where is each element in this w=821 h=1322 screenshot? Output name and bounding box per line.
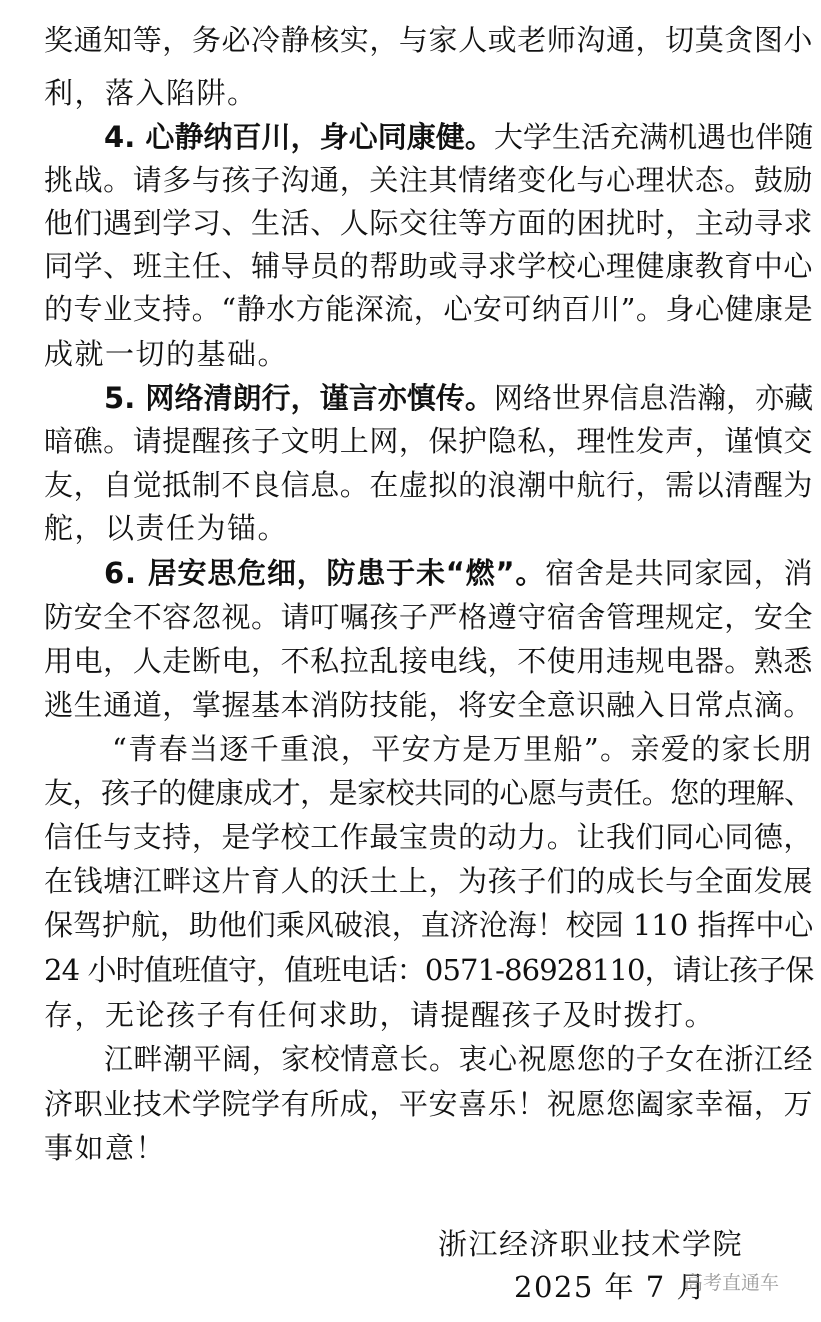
text-line: 信任与支持，是学校工作最宝贵的动力。让我们同心同德， [44, 820, 814, 854]
signature-institution: 浙江经济职业技术学院 [438, 1227, 744, 1261]
item-5-heading: 5. 网络清朗行，谨言亦慎传。 [104, 381, 494, 415]
item-6-line [104, 553, 813, 593]
item-4-line [104, 117, 813, 157]
item-6-text: 宿舍是共同家园，消 [545, 556, 814, 590]
text-line: 奖通知等，务必冷静核实，与家人或老师沟通，切莫贪图小 [44, 23, 814, 57]
text-line: 济职业技术学院学有所成，平安喜乐！祝愿您阖家幸福，万 [44, 1087, 814, 1121]
text-line: 暗礁。请提醒孩子文明上网，保护隐私，理性发声，谨慎交 [44, 424, 814, 458]
text-line: 事如意！ [44, 1131, 167, 1165]
text-line: 24 小时值班值守，值班电话：0571-86928110，请让孩子保 [44, 953, 814, 987]
item-4-text: 大学生活充满机遇也伴随 [493, 120, 814, 154]
text-line: 用电，人走断电，不私拉乱接电线，不使用违规电器。熟悉 [44, 644, 814, 678]
item-5-text: 网络世界信息浩瀚，亦藏 [493, 381, 814, 415]
text-line: 逃生通道，掌握基本消防技能，将安全意识融入日常点滴。 [44, 688, 814, 722]
text-line: “青春当逐千重浪，平安方是万里船”。亲爱的家长朋 [112, 732, 813, 766]
text-line: 利，落入陷阱。 [44, 76, 258, 110]
text-line: 存，无论孩子有任何求助，请提醒孩子及时拨打。 [44, 998, 716, 1032]
item-5-line [104, 378, 813, 418]
signature-date: 2025 年 7 月 [514, 1270, 707, 1304]
text-line: 成就一切的基础。 [44, 337, 289, 371]
text-line: 保驾护航，助他们乘风破浪，直济沧海！校园 110 指挥中心 [44, 908, 814, 942]
text-line: 在钱塘江畔这片育人的沃土上，为孩子们的成长与全面发展 [44, 864, 814, 898]
item-6-heading: 6. 居安思危细，防患于未“燃”。 [104, 556, 546, 590]
watermark: 高考直通车 [684, 1272, 780, 1294]
text-line: 防安全不容忽视。请叮嘱孩子严格遵守宿舍管理规定，安全 [44, 600, 814, 634]
text-line: 江畔潮平阔，家校情意长。衷心祝愿您的子女在浙江经 [104, 1042, 814, 1076]
text-line: 友，孩子的健康成才，是家校共同的心愿与责任。您的理解、 [44, 776, 813, 810]
text-line: 友，自觉抵制不良信息。在虚拟的浪潮中航行，需以清醒为 [44, 468, 814, 502]
text-line: 的专业支持。“静水方能深流，心安可纳百川”。身心健康是 [44, 292, 814, 326]
text-line: 舵，以责任为锚。 [44, 511, 289, 545]
text-line: 同学、班主任、辅导员的帮助或寻求学校心理健康教育中心 [44, 249, 814, 283]
text-line: 他们遇到学习、生活、人际交往等方面的困扰时，主动寻求 [44, 206, 814, 240]
item-4-heading: 4. 心静纳百川，身心同康健。 [104, 120, 494, 154]
text-line: 挑战。请多与孩子沟通，关注其情绪变化与心理状态。鼓励 [44, 163, 814, 197]
